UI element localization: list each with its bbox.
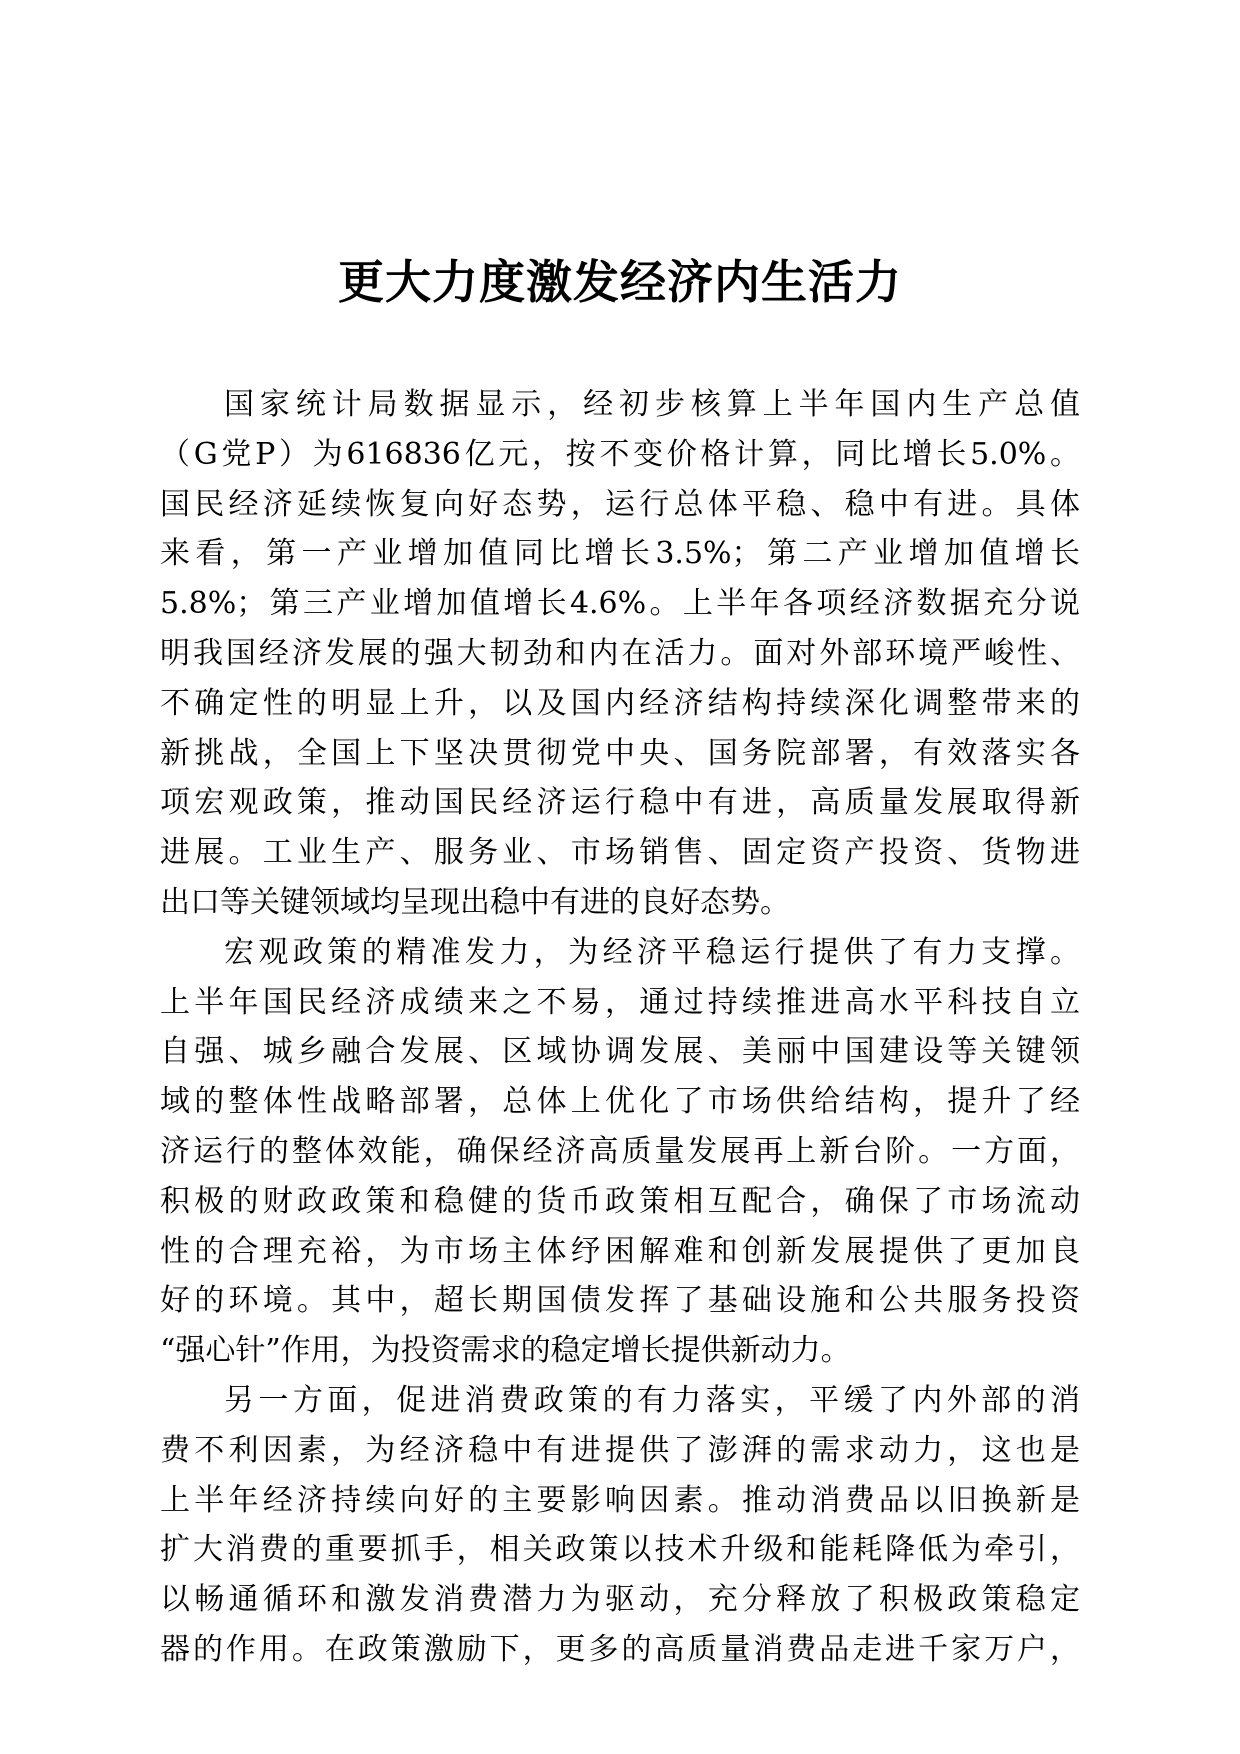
text-line: 来看，第一产业增加值同比增长3.5%；第二产业增加值增长 xyxy=(160,536,1080,572)
text-line: 上半年国民经济成绩来之不易，通过持续推进高水平科技自立 xyxy=(160,984,1080,1020)
text-line: 积极的财政政策和稳健的货币政策相互配合，确保了市场流动 xyxy=(160,1183,1080,1219)
text-line: 器的作用。在政策激励下，更多的高质量消费品走进千家万户， xyxy=(160,1631,1080,1667)
text-line: 不确定性的明显上升，以及国内经济结构持续深化调整带来的 xyxy=(160,685,1080,721)
text-line: 进展。工业生产、服务业、市场销售、固定资产投资、货物进 xyxy=(160,835,1080,871)
article-body xyxy=(160,380,1080,1675)
text-line: 5.8%；第三产业增加值增长4.6%。上半年各项经济数据充分说 xyxy=(160,586,1080,622)
text-line: （G党P）为616836亿元，按不变价格计算，同比增长5.0%。 xyxy=(160,436,1080,472)
text-line: 自强、城乡融合发展、区域协调发展、美丽中国建设等关键领 xyxy=(160,1034,1080,1070)
text-line: 宏观政策的精准发力，为经济平稳运行提供了有力支撑。 xyxy=(224,934,1080,970)
text-line: 明我国经济发展的强大韧劲和内在活力。面对外部环境严峻性、 xyxy=(160,635,1080,671)
text-line: 项宏观政策，推动国民经济运行稳中有进，高质量发展取得新 xyxy=(160,785,1080,821)
text-line: 出口等关键领域均呈现出稳中有进的良好态势。 xyxy=(160,884,790,920)
text-line: 另一方面，促进消费政策的有力落实，平缓了内外部的消 xyxy=(224,1382,1080,1418)
document-title: 更大力度激发经济内生活力 xyxy=(338,255,902,309)
text-line: 域的整体性战略部署，总体上优化了市场供给结构，提升了经 xyxy=(160,1084,1080,1120)
text-line: 性的合理充裕，为市场主体纾困解难和创新发展提供了更加良 xyxy=(160,1233,1080,1269)
text-line: 扩大消费的重要抓手，相关政策以技术升级和能耗降低为牵引， xyxy=(160,1532,1080,1568)
text-line: 新挑战，全国上下坚决贯彻党中央、国务院部署，有效落实各 xyxy=(160,735,1080,771)
text-line: 国家统计局数据显示，经初步核算上半年国内生产总值 xyxy=(224,387,1080,422)
text-line: 费不利因素，为经济稳中有进提供了澎湃的需求动力，这也是 xyxy=(160,1432,1080,1468)
text-line: 济运行的整体效能，确保经济高质量发展再上新台阶。一方面， xyxy=(160,1133,1080,1169)
text-line: 好的环境。其中，超长期国债发挥了基础设施和公共服务投资 xyxy=(160,1283,1080,1319)
text-line: 以畅通循环和激发消费潜力为驱动，充分释放了积极政策稳定 xyxy=(160,1582,1080,1618)
text-line: “强心针”作用，为投资需求的稳定增长提供新动力。 xyxy=(160,1333,851,1369)
text-line: 国民经济延续恢复向好态势，运行总体平稳、稳中有进。具体 xyxy=(160,486,1080,522)
text-line: 上半年经济持续向好的主要影响因素。推动消费品以旧换新是 xyxy=(160,1482,1080,1518)
